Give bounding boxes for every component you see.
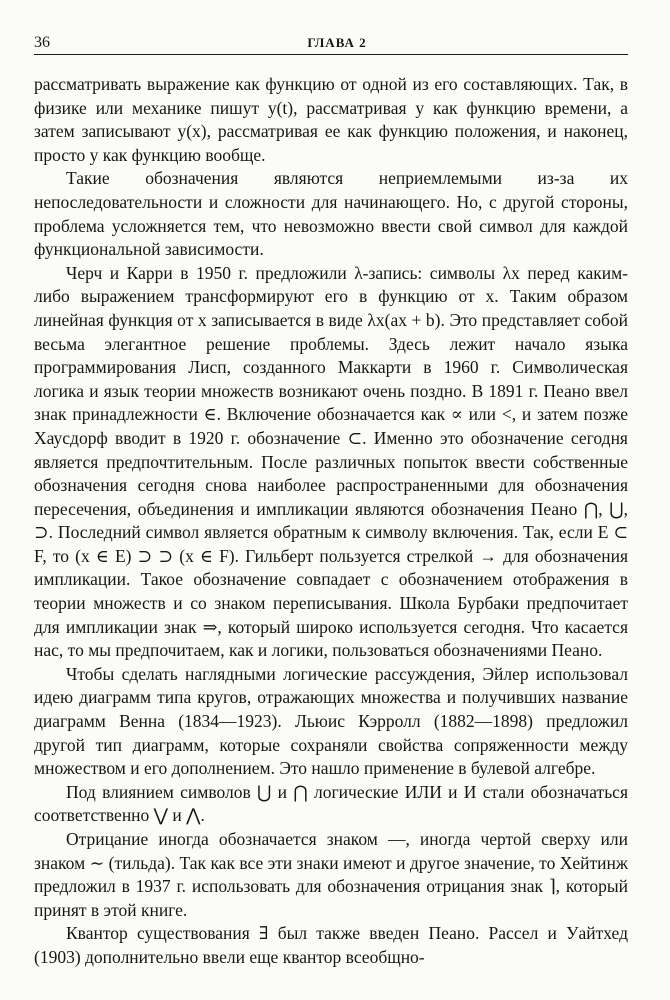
paragraph-1: рассматривать выражение как функцию от одной из его составляющих. Так, в физике или механике пишут y(t), рассматривая y как функцию времени, а затем записывают y(x), рассматривая ее как функцию положения, и наконец, просто y как функцию вообще. — [34, 74, 628, 165]
chapter-title: ГЛАВА 2 — [307, 35, 367, 50]
body-text — [34, 73, 628, 970]
paragraph-3: Черч и Карри в 1950 г. предложили λ-запись: символы λx перед каким-либо выражением трансформируют его в функцию от x. Таким образом линейная функция от x записывается в виде λx(ax + b). Это представляет собой весьма элегантное решение проблемы. Здесь лежит начало языка программирования Лисп, созданного Маккарти в 1960 г. Символическая логика и язык теории множеств возникают очень поздно. В 1891 г. Пеано ввел знак принадлежности ∈. Включение обозначается как ∝ или <, и затем позже Хаусдорф вводит в 1920 г. обозначение ⊂. Именно это обозначение сегодня является предпочтительным. После различных попыток ввести собственные обозначения сегодня снова наиболее распространенными для обозначения пересечения, объединения и импликации являются обозначения Пеано ⋂, ⋃, ⊃. Последний символ является обратным к символу включения. Так, если E ⊂ F, то (x ∈ E) ⊃ ⊃ (x ∈ F). Гильберт пользуется стрелкой → для обозначения импликации. Такое обозначение совпадает с обозначением отображения в теории множеств и со знаком переписывания. Школа Бурбаки предпочитает для импликации знак ⇒, который широко используется сегодня. Что касается нас, то мы предпочитаем, как и логики, пользоваться обозначениями Пеано. — [34, 262, 628, 661]
paragraph-6: Отрицание иногда обозначается знаком —, иногда чертой сверху или знаком ∼ (тильда). Так как все эти знаки имеют и другое значение, то Хейтинж предложил в 1937 г. использовать для обозначения отрицания знак ⌉, который принят в этой книге. — [34, 829, 628, 920]
page-number: 36 — [34, 34, 50, 51]
paragraph-5: Под влиянием символов ⋃ и ⋂ логические ИЛИ и И стали обозначаться соответственно ⋁ и ⋀. — [34, 781, 628, 826]
paragraph-7: Квантор существования ∃ был также введен Пеано. Рассел и Уайтхед (1903) дополнительно ввели еще квантор всеобщно- — [34, 923, 628, 967]
paragraph-4: Чтобы сделать наглядными логические рассуждения, Эйлер использовал идею диаграмм типа кругов, отражающих множества и получивших название диаграмм Венна (1834—1923). Льюис Кэрролл (1882—1898) предложил другой тип диаграмм, которые сохраняли свойства сопряженности между множеством и его дополнением. Это нашло применение в булевой алгебре. — [34, 663, 628, 779]
running-header — [34, 28, 628, 55]
paragraph-2: Такие обозначения являются неприемлемыми из-за их непоследовательности и сложности для начинающего. Но, с другой стороны, проблема усложняется тем, что невозможно ввести свой символ для каждой функциональной зависимости. — [34, 168, 628, 260]
book-page — [34, 28, 628, 970]
